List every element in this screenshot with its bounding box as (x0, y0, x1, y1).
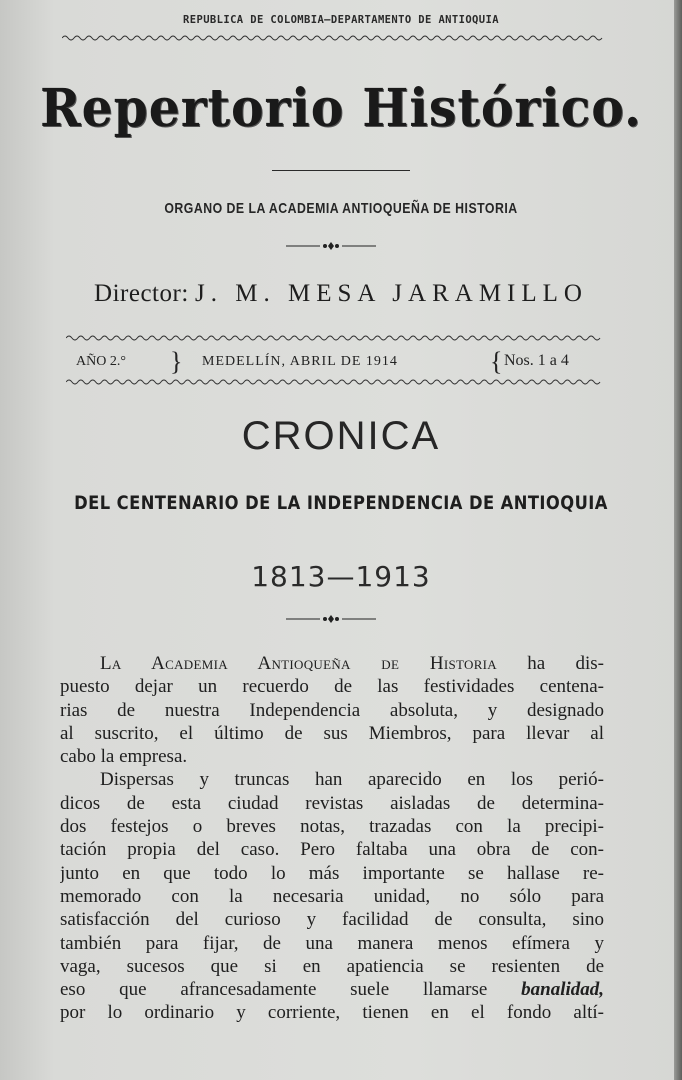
body-line: también para fijar, de una manera menos efímera y (60, 932, 604, 954)
masthead-rule (272, 170, 410, 171)
issue-year: AÑO 2.° (76, 354, 126, 369)
article-years: 1813—1913 (251, 560, 431, 593)
publication-subtitle: ORGANO DE LA ACADEMIA ANTIOQUEÑA DE HISTORIA (164, 200, 518, 217)
body-line: cabo la empresa. (60, 746, 188, 768)
issue-numbers: Nos. 1 a 4 (504, 352, 569, 369)
body-line: tación propia del caso. Pero faltaba una obra de con- (60, 839, 604, 861)
article-title: CRONICA (241, 414, 441, 458)
brace-left: } (170, 347, 183, 376)
issue-line (72, 347, 612, 376)
body-line: dicos de esta ciudad revistas aisladas de determina- (60, 792, 604, 814)
ornament-divider-1 (286, 241, 376, 251)
republic-line: REPUBLICA DE COLOMBIA—DEPARTAMENTO DE ANTIOQUIA (183, 14, 499, 26)
masthead-title: Repertorio Histórico. (40, 78, 642, 139)
ornament-divider-2 (286, 614, 376, 624)
article-body (60, 652, 604, 1025)
body-line: al suscrito, el último de sus Miembros, para llevar al (60, 722, 604, 744)
director-name: J. M. MESA JARAMILLO (195, 280, 588, 307)
binding-edge (674, 0, 682, 1080)
body-line: junto en que todo lo más importante se hallase re- (60, 862, 604, 884)
body-line: Dispersas y truncas han aparecido en los perió- (100, 769, 604, 791)
director-label: Director: (94, 280, 189, 307)
body-line: rias de nuestra Independencia absoluta, y designado (60, 699, 604, 721)
lead-in: La Academia Antioqueña de Historia (100, 653, 497, 674)
italic-word: banalidad, (521, 979, 604, 1001)
wavy-rule-issue-bottom (66, 378, 602, 386)
body-line (60, 652, 604, 675)
body-line: memorado con la necesaria unidad, no sólo para (60, 885, 604, 907)
wavy-rule-top (62, 34, 604, 42)
body-line: puesto dejar un recuerdo de las festividades centena- (60, 676, 604, 698)
body-line: dos festejos o breves notas, trazadas con la precipi- (60, 816, 604, 838)
director-line (0, 280, 682, 308)
body-line: vaga, sucesos que si en apatiencia se resienten de (60, 955, 604, 977)
brace-right: { (490, 347, 503, 376)
body-text-span: ha dis- (527, 653, 604, 674)
body-line: satisfacción del curioso y facilidad de consulta, sino (60, 909, 604, 931)
body-line: por lo ordinario y corriente, tienen en el fondo altí- (60, 1002, 604, 1024)
issue-place-date: MEDELLÍN, ABRIL DE 1914 (202, 354, 398, 369)
article-subtitle: DEL CENTENARIO DE LA INDEPENDENCIA DE ANTIOQUIA (74, 492, 608, 514)
wavy-rule-issue-top (66, 334, 602, 342)
body-line (60, 978, 604, 1001)
body-text-span: eso que afrancesadamente suele llamarse (60, 979, 488, 1001)
